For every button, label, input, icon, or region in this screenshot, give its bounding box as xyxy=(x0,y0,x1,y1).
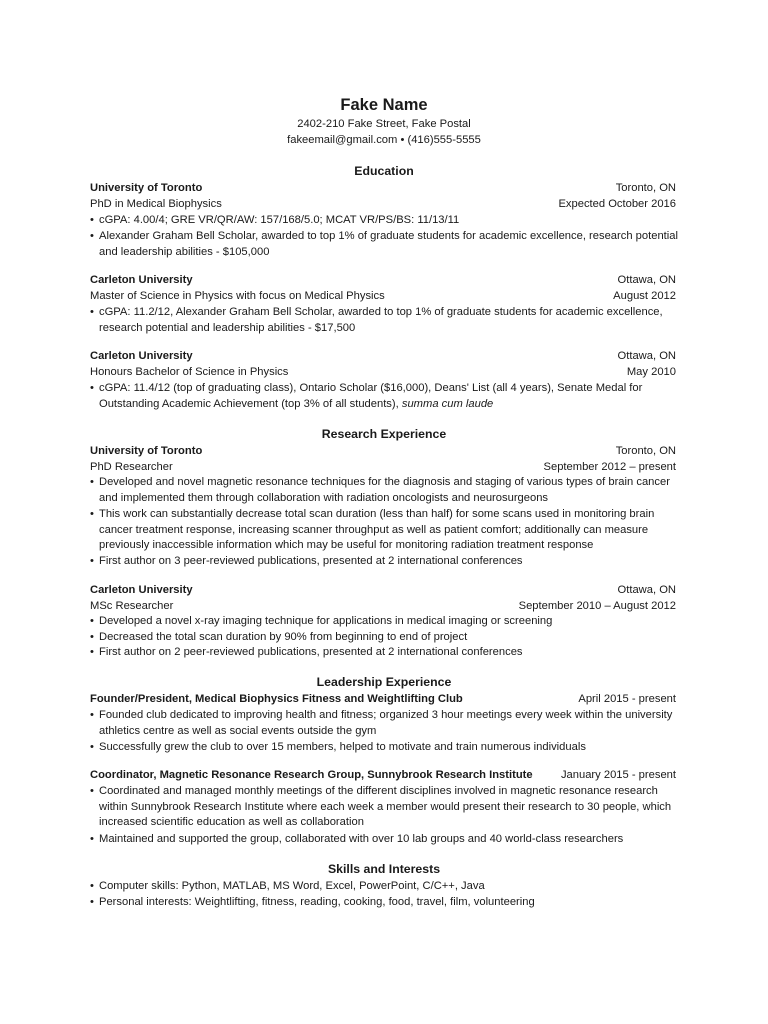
bullet-item: • This work can substantially decrease total scan duration (less than half) for some scans used in monitoring brain cancer treatment response, increasing scanner throughput as well as patient comfort; additionally can measure previously inaccessible information which may be useful for monitoring radiation treatment response xyxy=(90,508,655,552)
org-name: University of Toronto xyxy=(90,445,203,457)
school-location: Toronto, ON xyxy=(615,182,676,194)
role-name: PhD Researcher xyxy=(90,461,173,473)
bullet-item: • Alexander Graham Bell Scholar, awarded to top 1% of graduate students for academic excellence, research potential and leadership abilities - $105,000 xyxy=(90,230,678,258)
education-entry-1-header xyxy=(90,181,676,197)
bullet-item: • Decreased the total scan duration by 90% from beginning to end of project xyxy=(90,631,468,643)
latin-honour: summa cum laude xyxy=(401,397,494,410)
bullet-item: • cGPA: 11.2/12, Alexander Graham Bell Scholar, awarded to top 1% of graduate students for academic excellence, research potential and leadership abilities - $17,500 xyxy=(90,306,663,334)
education-entry-3-degree xyxy=(90,365,676,381)
org-name: Carleton University xyxy=(90,584,193,596)
school-name: University of Toronto xyxy=(90,182,203,194)
role-date: January 2015 - present xyxy=(560,769,676,781)
org-location: Toronto, ON xyxy=(615,445,676,457)
candidate-name: Fake Name xyxy=(340,96,428,114)
bullet-item: • Successfully grew the club to over 15 members, helped to motivate and train numerous individuals xyxy=(90,741,586,753)
bullet-item: • First author on 3 peer-reviewed publications, presented at 2 international conferences xyxy=(90,555,523,567)
education-entry-3-header xyxy=(90,349,676,365)
section-title-education: Education xyxy=(354,164,414,178)
leadership-entry-1-header xyxy=(90,692,676,708)
bullet-item: • cGPA: 4.00/4; GRE VR/QR/AW: 157/168/5.0; MCAT VR/PS/BS: 11/13/11 xyxy=(90,214,460,226)
research-entry-1-header xyxy=(90,444,676,460)
degree-name: Honours Bachelor of Science in Physics xyxy=(90,366,289,378)
contact-line: fakeemail@gmail.com • (416)555-5555 xyxy=(287,134,481,146)
role-date: April 2015 - present xyxy=(578,693,676,705)
bullet-item: • Developed a novel x-ray imaging technique for applications in medical imaging or screening xyxy=(90,615,553,627)
leadership-entry-2-header xyxy=(90,768,676,784)
address-line: 2402-210 Fake Street, Fake Postal xyxy=(297,118,471,130)
role-name: MSc Researcher xyxy=(90,600,174,612)
education-entry-2-header xyxy=(90,273,676,289)
research-entry-2-role xyxy=(90,599,676,615)
degree-name: Master of Science in Physics with focus on Medical Physics xyxy=(90,290,385,302)
bullet-item: • Coordinated and managed monthly meetings of the different disciplines involved in magnetic resonance research within Sunnybrook Research Institute where each week a member would present their research to 30 people, which increased scientific education as well as collaboration xyxy=(90,785,672,829)
school-location: Ottawa, ON xyxy=(617,274,676,286)
role-name: Coordinator, Magnetic Resonance Research Group, Sunnybrook Research Institute xyxy=(90,769,533,781)
bullet-item: • Developed and novel magnetic resonance techniques for the diagnosis and staging of various types of brain cancer and implemented them through collaboration with radiation oncologists and neurosurgeons xyxy=(90,476,670,504)
bullet-item: • Maintained and supported the group, collaborated with over 10 lab groups and 40 world-class researchers xyxy=(90,833,624,845)
degree-date: Expected October 2016 xyxy=(558,198,676,210)
degree-name: PhD in Medical Biophysics xyxy=(90,198,222,210)
education-entry-1-degree xyxy=(90,197,676,213)
bullet-item: • Personal interests: Weightlifting, fitness, reading, cooking, food, travel, film, volunteering xyxy=(90,896,535,908)
org-location: Ottawa, ON xyxy=(617,584,676,596)
education-entry-2-degree xyxy=(90,289,676,305)
resume-header xyxy=(0,94,768,148)
role-date: September 2010 – August 2012 xyxy=(518,600,676,612)
role-date: September 2012 – present xyxy=(543,461,676,473)
role-name: Founder/President, Medical Biophysics Fitness and Weightlifting Club xyxy=(90,693,463,705)
school-location: Ottawa, ON xyxy=(617,350,676,362)
bullet-item: • First author on 2 peer-reviewed publications, presented at 2 international conferences xyxy=(90,646,523,658)
degree-date: May 2010 xyxy=(626,366,676,378)
section-title-leadership: Leadership Experience xyxy=(316,675,452,689)
research-entry-1-role xyxy=(90,460,676,476)
section-title-research: Research Experience xyxy=(321,427,447,441)
bullet-item: • Founded club dedicated to improving health and fitness; organized 3 hour meetings every week within the university athletics centre as well as social events outside the gym xyxy=(90,709,673,737)
degree-date: August 2012 xyxy=(613,290,676,302)
school-name: Carleton University xyxy=(90,350,193,362)
section-title-skills: Skills and Interests xyxy=(327,862,441,876)
school-name: Carleton University xyxy=(90,274,193,286)
research-entry-2-header xyxy=(90,583,676,599)
bullet-item: • Computer skills: Python, MATLAB, MS Word, Excel, PowerPoint, C/C++, Java xyxy=(90,880,485,892)
bullet-item: • cGPA: 11.4/12 (top of graduating class), Ontario Scholar ($16,000), Deans' List (all 4 years), Senate Medal for Outstanding Academic Achievement (top 3% of all students), summa cum laude xyxy=(90,382,643,410)
